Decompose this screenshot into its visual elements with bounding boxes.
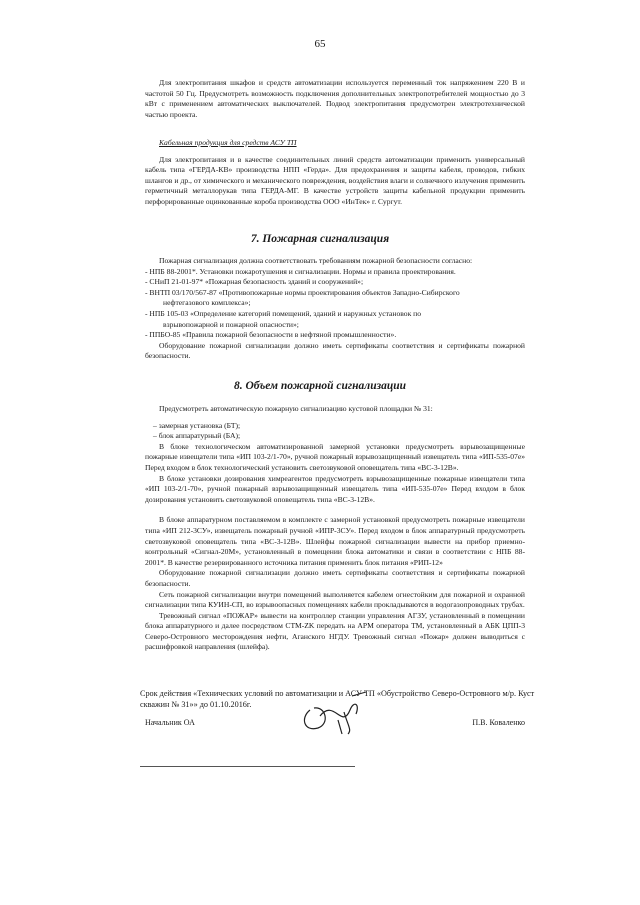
norm-item: - ВНТП 03/170/567-87 «Противопожарные нормы проектирования объектов Западно-Сибирского: [145, 287, 460, 297]
signer-name: П.В. Коваленко: [472, 718, 525, 727]
object-item: – замерная установка (БТ);: [153, 420, 241, 430]
section-8-block: [145, 404, 525, 653]
section-7-title: 7. Пожарная сигнализация: [250, 233, 390, 245]
signer-position: Начальник ОА: [145, 718, 195, 727]
section-7-block: [145, 256, 525, 362]
norm-item-continued: взрывопожарной и пожарной опасности»;: [163, 319, 299, 329]
intro-block: [145, 78, 525, 120]
object-item: – блок аппаратурный (БА);: [153, 431, 241, 441]
validity-text: Срок действия «Технических условий по автоматизации и АСУ ТП «Обустройство Северо-Островного м/р. Куст скважин № 31»» до 01.10.2016г.: [140, 689, 535, 709]
section-8-paragraph: Оборудование пожарной сигнализации должно иметь сертификаты соответствия и сертификаты пожарной безопасности.: [145, 568, 525, 588]
section-7-outro: Оборудование пожарной сигнализации должно иметь сертификаты соответствия и сертификаты пожарной безопасности.: [145, 340, 525, 361]
footer-divider: [140, 766, 355, 767]
norm-item: - НПБ 88-2001*. Установки пожаротушения и сигнализации. Нормы и правила проектирования.: [145, 266, 456, 276]
norm-item: - НПБ 105-03 «Определение категорий помещений, зданий и наружных установок по: [145, 308, 422, 318]
section-7-intro: Пожарная сигнализация должна соответствовать требованиям пожарной безопасности согласно:: [159, 256, 473, 265]
page-number: 65: [314, 38, 326, 50]
cable-subheading: Кабельная продукция для средств АСУ ТП: [159, 138, 297, 147]
section-8-paragraph: Сеть пожарной сигнализации внутри помещений выполняется кабелем огнестойким для пожарной и охранной сигнализации типа КУИН-СП, во взрывоопасных помещениях кабели прокладываются в водогазопроводных трубах.: [145, 589, 525, 610]
norm-item: - ППБО-85 «Правила пожарной безопасности в нефтяной промышленности».: [145, 330, 397, 340]
handwritten-signature: [290, 690, 370, 736]
cable-block: [145, 138, 525, 208]
section-8-title: 8. Объем пожарной сигнализации: [233, 380, 407, 392]
section-8-intro: Предусмотреть автоматическую пожарную сигнализацию кустовой площадки № 31:: [159, 404, 433, 413]
section-8-paragraph: В блоке установки дозирования химреагентов предусмотреть взрывозащищенные пожарные извещатели типа «ИП 103-2/1-70», ручной пожарный взрывозащищенный извещатель типа «ИП-535-07е» Перед входом в блок дозирования установить светозвуковой оповещатель типа «ВС-3-12В».: [145, 473, 525, 504]
intro-paragraph: Для электропитания шкафов и средств автоматизации используется переменный ток напряжением 220 В и частотой 50 Гц. Предусмотреть возможность подключения дополнительных электропотребителей мощностью до 3 кВт с применением автоматических выключателей. Подвод электропитания предусмотрен электротехнической частью проекта.: [145, 78, 525, 119]
section-8-paragraph: В блоке технологическом автоматизированной замерной установки предусмотреть взрывозащищенные пожарные извещатели типа «ИП 103-2/1-70», ручной пожарный взрывозащищенный извещатель типа «ИП-535-07е» Перед входом в блок технологический установить светозвуковой оповещатель типа «ВС-3-12В».: [145, 441, 525, 472]
cable-paragraph: Для электропитания и в качестве соединительных линий средств автоматизации применить универсальный кабель типа «ГЕРДА-КВ» производства НПП «Герда». Для предохранения и защиты кабеля, проводов, гибких шлангов и др., от химического и механического повреждения, воздействия влаги и солнечного излучения применить герметичный металлорукав типа ГЕРДА-МГ. В качестве устройств защиты кабельной продукции применить перфорированные оцинкованные короба производства ООО «ИнТек» г. Сургут.: [145, 154, 525, 206]
norm-item-continued: нефтегазового комплекса»;: [163, 298, 251, 308]
norm-item: - СНиП 21-01-97* «Пожарная безопасность зданий и сооружений»;: [145, 277, 364, 287]
section-8-paragraph: В блоке аппаратурном поставляемом в комплекте с замерной установкой предусмотреть пожарные извещатели типа «ИП 212-3СУ», извещатель пожарный ручной «ИПР-3СУ». Перед входом в блок аппаратурный предусмотреть светозвуковой оповещатель типа «ВС-3-12В». Шлейфы пожарной сигнализации вывести на прибор приемно-контрольный «Сигнал-20М», установленный в помещении блока автоматики и связи в соответствии с НПБ 88-2001*. В качестве резервированного источника питания применить блок питания «РИП-12»: [145, 515, 525, 567]
section-8-paragraph: Тревожный сигнал «ПОЖАР» вывести на контроллер станции управления АГЗУ, установленный в помещении блока аппаратурного и далее посредством СТМ-ZK передать на АРМ оператора ТМ, установленный в АБК ЦПП-3 Северо-Островного месторождения нефти, Аганского НГДУ. Тревожный сигнал «Пожар» должен выводиться с расшифровкой направления (шлейфа).: [145, 610, 525, 652]
